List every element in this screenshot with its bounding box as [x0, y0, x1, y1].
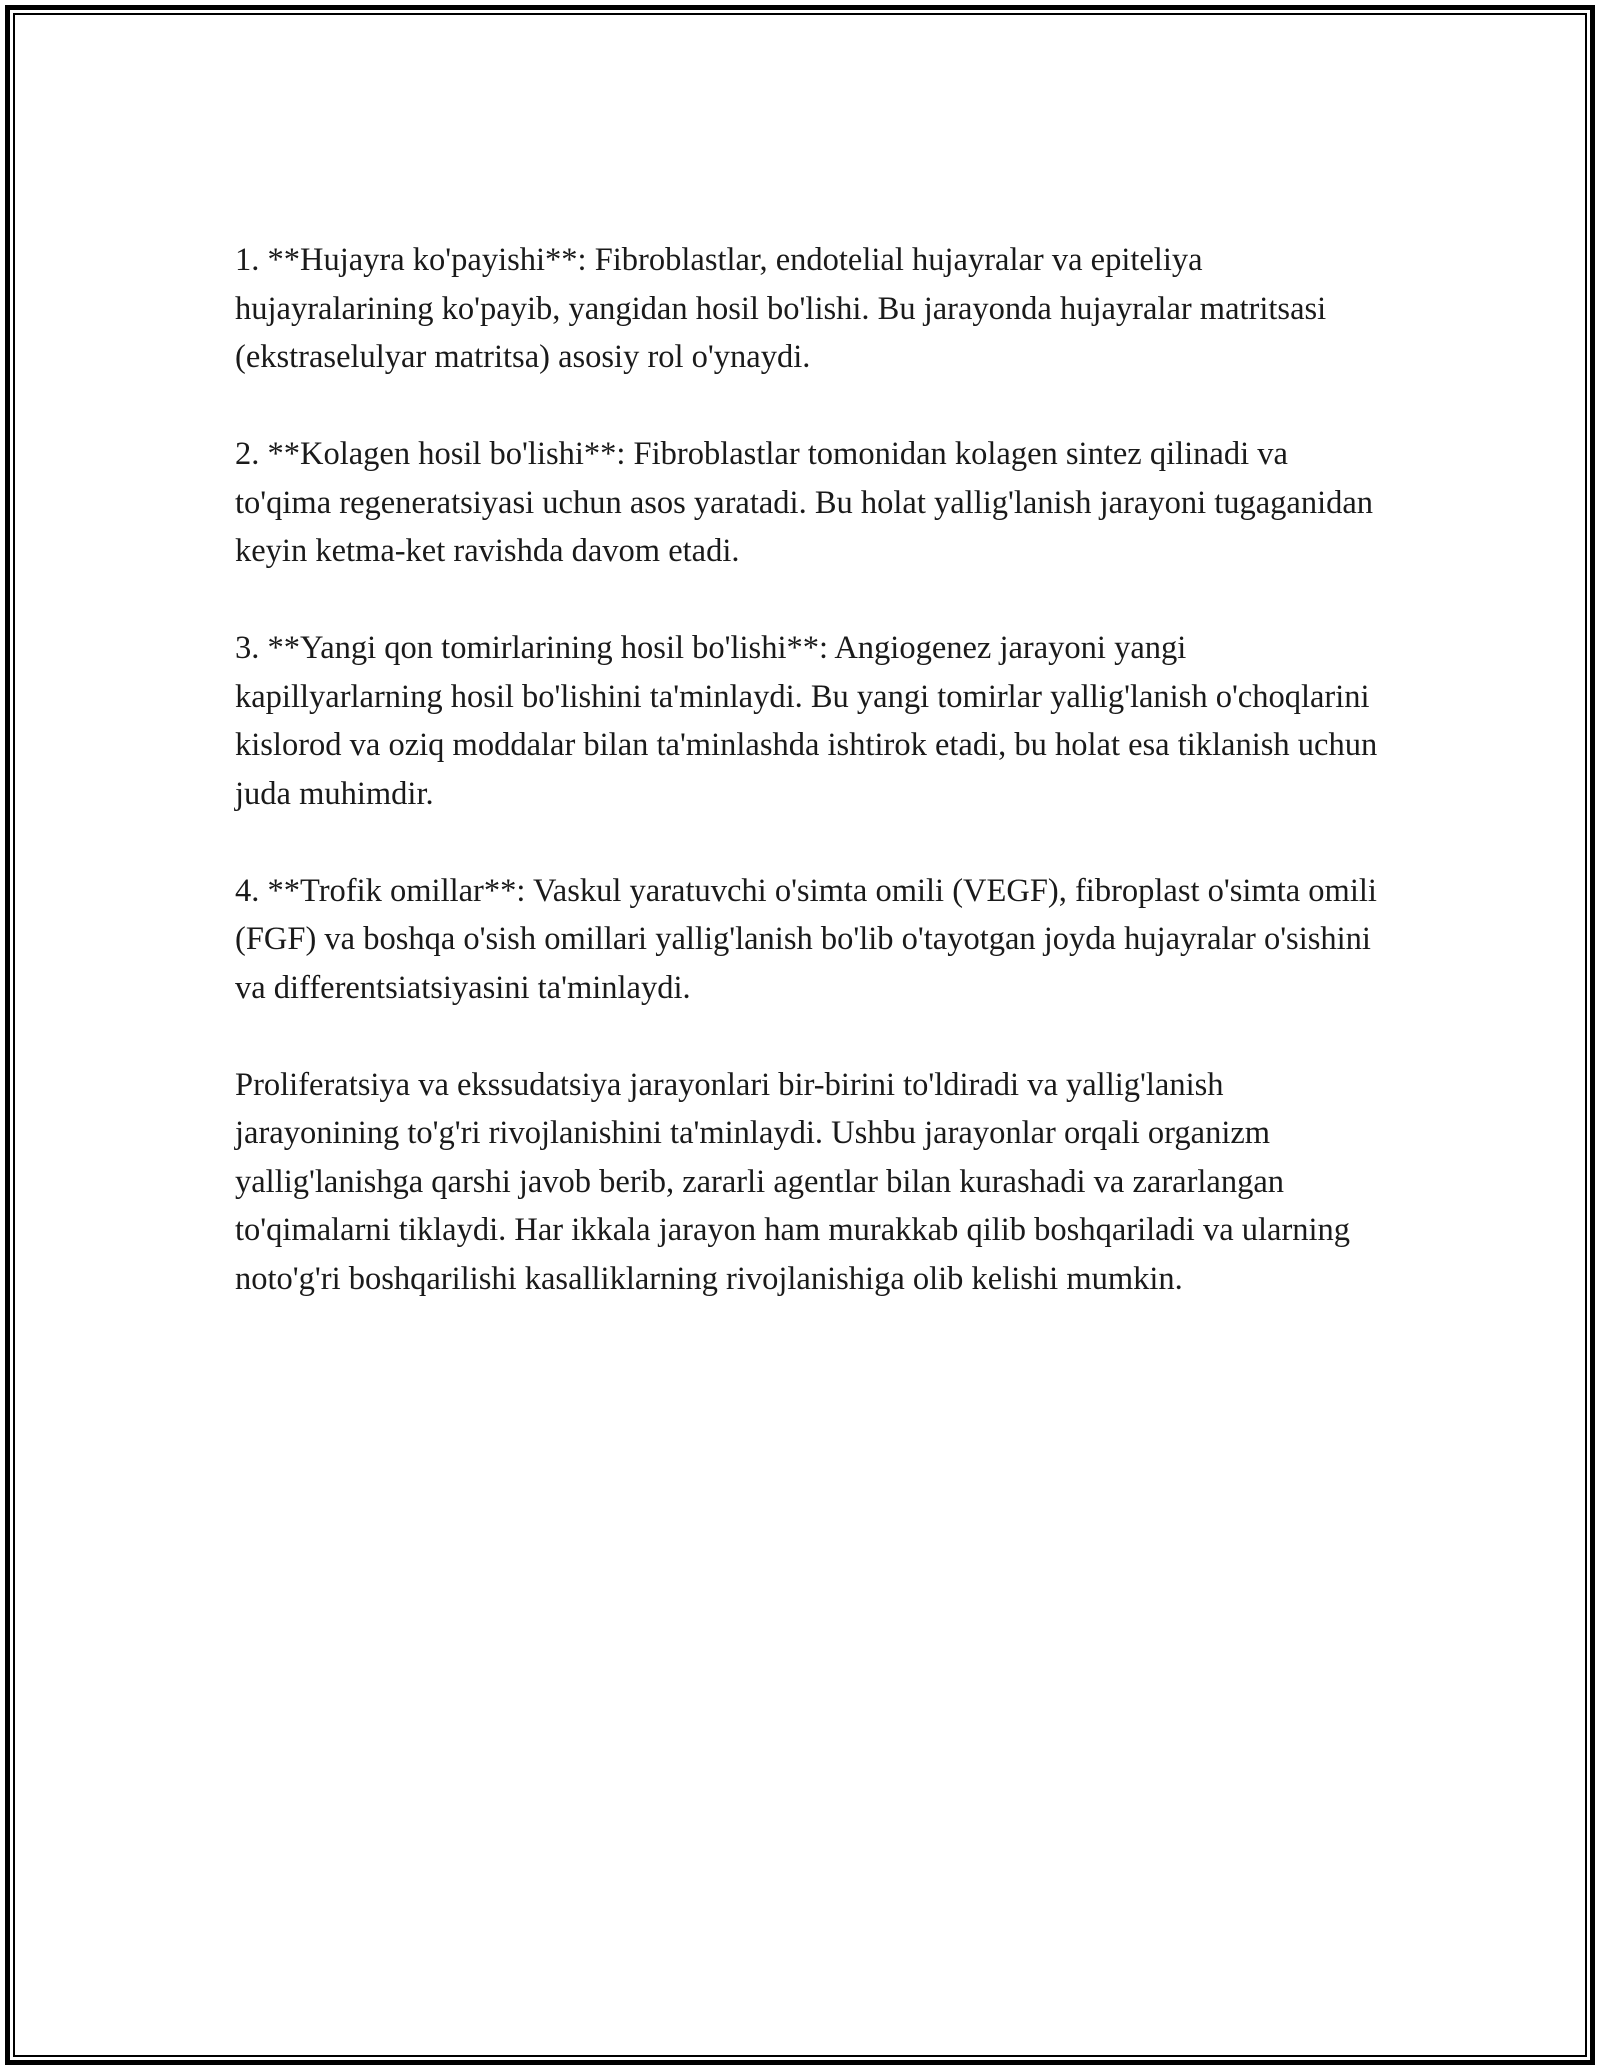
paragraph-yangi-qon-tomirlari: 3. **Yangi qon tomirlarining hosil bo'lishi**: Angiogenez jarayoni yangi kapillyarlarning hosil bo'lishini ta'minlaydi. Bu yangi tomirlar yallig'lanish o'choqlarini kislorod va oziq moddalar bilan ta'minlashda ishtirok etadi, bu holat esa tiklanish uchun juda muhimdir. [235, 630, 1378, 812]
document-body [235, 236, 1385, 1352]
paragraph-kolagen-hosil-bolishi: 2. **Kolagen hosil bo'lishi**: Fibroblastlar tomonidan kolagen sintez qilinadi va to'qima regeneratsiyasi uchun asos yaratadi. Bu holat yallig'lanish jarayoni tugaganidan keyin ketma-ket ravishda davom etadi. [235, 436, 1374, 569]
paragraph-conclusion: Proliferatsiya va ekssudatsiya jarayonlari bir-birini to'ldiradi va yallig'lanish jarayonining to'g'ri rivojlanishini ta'minlaydi. Ushbu jarayonlar orqali organizm yallig'lanishga qarshi javob berib, zararli agentlar bilan kurashadi va zararlangan to'qimalarni tiklaydi. Har ikkala jarayon ham murakkab qilib boshqariladi va ularning noto'g'ri boshqarilishi kasalliklarning rivojlanishiga olib kelishi mumkin. [235, 1066, 1351, 1297]
paragraph-hujayra-kopayishi: 1. **Hujayra ko'payishi**: Fibroblastlar, endotelial hujayralar va epiteliya hujayralarining ko'payib, yangidan hosil bo'lishi. Bu jarayonda hujayralar matritsasi (ekstraselulyar matritsa) asosiy rol o'ynaydi. [235, 242, 1327, 375]
paragraph-trofik-omillar: 4. **Trofik omillar**: Vaskul yaratuvchi o'simta omili (VEGF), fibroplast o'simta omili (FGF) va boshqa o'sish omillari yallig'lanish bo'lib o'tayotgan joyda hujayralar o'sishini va differentsiatsiyasini ta'minlaydi. [235, 872, 1377, 1006]
